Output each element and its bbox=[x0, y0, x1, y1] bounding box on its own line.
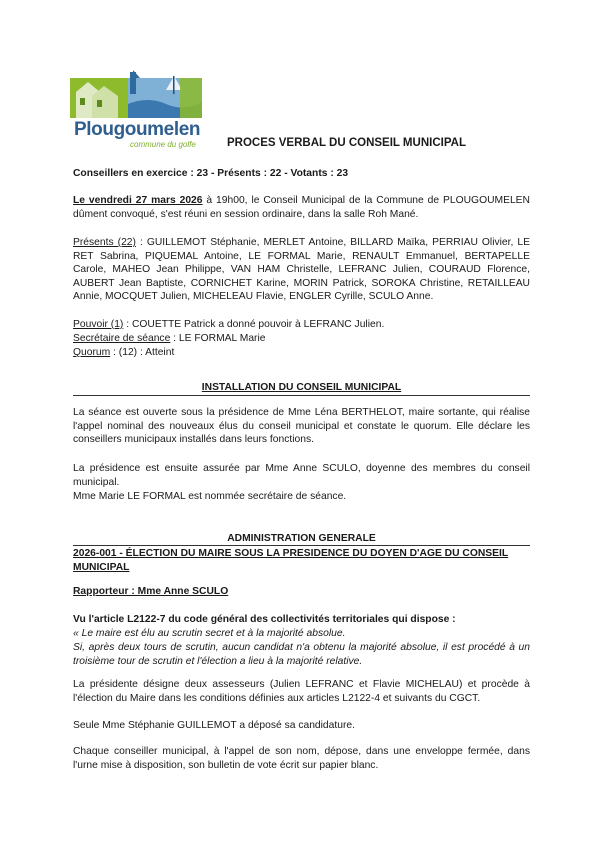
meeting-date: Le vendredi 27 mars 2026 bbox=[73, 195, 203, 206]
secretaire-text: : LE FORMAL Marie bbox=[170, 333, 266, 344]
secretaire-line bbox=[73, 332, 530, 346]
election-paragraph: La présidente désigne deux assesseurs (Julien LEFRANC et Flavie MICHELAU) et procède à l'élection du Maire dans les conditions définies aux articles L2122-4 et suivants du CGCT. bbox=[73, 679, 530, 704]
installation-heading: INSTALLATION DU CONSEIL MUNICIPAL bbox=[201, 382, 402, 393]
installation-paragraph-2: La présidence est ensuite assurée par Mme Anne SCULO, doyenne des membres du conseil municipal. bbox=[73, 463, 530, 488]
admin-heading: ADMINISTRATION GENERALE bbox=[227, 533, 376, 544]
pouvoir-label: Pouvoir (1) bbox=[73, 319, 124, 330]
logo-subtitle: commune du golfe bbox=[130, 140, 196, 149]
deliberation-title: 2026-001 - ÉLECTION DU MAIRE SOUS LA PRESIDENCE DU DOYEN D'AGE DU CONSEIL MUNICIPAL bbox=[73, 548, 509, 573]
legal-reference: Vu l'article L2122-7 du code général des collectivités territoriales qui dispose : bbox=[73, 614, 456, 625]
candidature-paragraph: Seule Mme Stéphanie GUILLEMOT a déposé sa candidature. bbox=[73, 720, 355, 731]
installation-paragraph-3: Mme Marie LE FORMAL est nommée secrétaire de séance. bbox=[73, 491, 347, 502]
vote-paragraph: Chaque conseiller municipal, à l'appel de son nom, dépose, dans une enveloppe fermée, dans l'urne mise à disposition, son bulletin de vote écrit sur papier blanc. bbox=[73, 746, 530, 771]
quorum-line bbox=[73, 346, 530, 360]
opening-text: à 19h00, le Conseil Municipal de la Commune de PLOUGOUMELEN dûment convoqué, s'est réuni en session ordinaire, dans la salle Roh Mané. bbox=[73, 195, 530, 220]
document-title: PROCES VERBAL DU CONSEIL MUNICIPAL bbox=[227, 137, 466, 149]
legal-quote-2: Si, après deux tours de scrutin, aucun candidat n'a obtenu la majorité absolue, il est procédé à un troisième tour de scrutin et l'élection a lieu à la majorité relative. bbox=[73, 642, 530, 667]
legal-quote-1: « Le maire est élu au scrutin secret et à la majorité absolue. bbox=[73, 628, 346, 639]
secretaire-label: Secrétaire de séance bbox=[73, 333, 171, 344]
logo-illustration bbox=[70, 70, 202, 120]
quorum-label: Quorum bbox=[73, 347, 111, 358]
attendance-counts: Conseillers en exercice : 23 - Présents : 22 - Votants : 23 bbox=[73, 168, 349, 179]
pouvoir-line bbox=[73, 318, 530, 332]
presents-list: : GUILLEMOT Stéphanie, MERLET Antoine, BILLARD Maïka, PERRIAU Olivier, LE RET Sabrina, PIQUEMAL Antoine, LE FORMAL Marie, RENAULT Emmanuel, BERTAPELLE Carole, MAHEO Jean Philippe, VAN HAM Christelle, LEFRANC Julien, COURAUD Florence, AUBERT Jean Baptiste, CORNICHET Karine, MORIN Patrick, SOROKA Christine, RETAILLEAU Annie, MOCQUET Julien, MICHELEAU Flavie, ENGLER Cyrille, SCULO Anne. bbox=[73, 237, 530, 303]
quorum-text: : (12) : Atteint bbox=[110, 347, 175, 358]
opening-paragraph bbox=[73, 194, 530, 221]
presents-paragraph bbox=[73, 236, 530, 304]
presents-label: Présents (22) bbox=[73, 237, 136, 248]
pouvoir-text: : COUETTE Patrick a donné pouvoir à LEFRANC Julien. bbox=[123, 319, 385, 330]
installation-divider bbox=[73, 395, 530, 396]
installation-paragraph-1: La séance est ouverte sous la présidence de Mme Léna BERTHELOT, maire sortante, qui réalise l'appel nominal des nouveaux élus du conseil municipal et constate le quorum. Elle déclare les conseillers municipaux installés dans leurs fonctions. bbox=[73, 407, 530, 446]
commune-logo bbox=[70, 70, 210, 156]
rapporteur-line: Rapporteur : Mme Anne SCULO bbox=[73, 586, 229, 597]
admin-divider bbox=[73, 545, 530, 546]
logo-wordmark: Plougoumelen bbox=[74, 119, 201, 140]
